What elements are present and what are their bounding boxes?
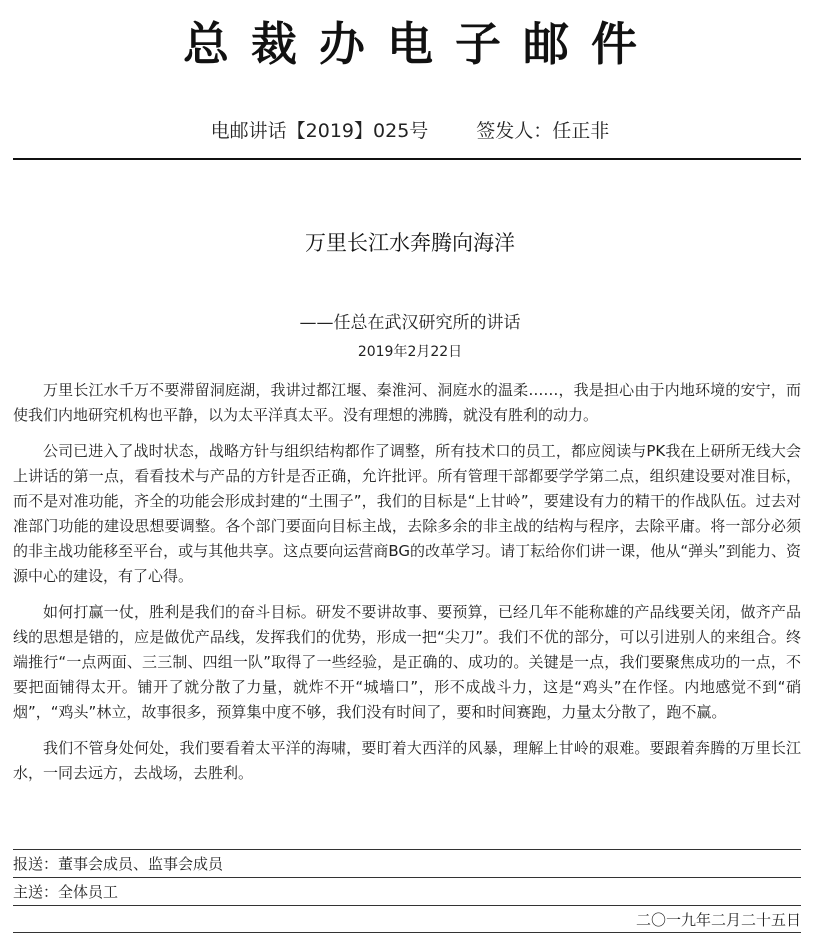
document-signer: 签发人：任正非 — [476, 120, 610, 142]
article-title: 万里长江水奔腾向海洋 — [305, 231, 515, 255]
document-footer — [13, 849, 801, 933]
article-paragraph: 公司已进入了战时状态，战略方针与组织结构都作了调整，所有技术口的员工，都应阅读与PK我在上研所无线大会上讲话的第一点，看看技术与产品的方针是否正确，允许批评。所有管理干部都要学学第二点，组织建设要对准目标，而不是对准功能，齐全的功能会形成封建的“土围子”，我们的目标是“上甘岭”，要建设有力的精干的作战队伍。过去对准部门功能的建设思想要调整。各个部门要面向目标主战，去除多余的非主战的结构与程序，去除平庸。将一部分必须的非主战功能移至平台，或与其他共享。这点要向运营商BG的改革学习。请丁耘给你们讲一课，他从“弹头”到能力、资源中心的建设，有了心得。 — [13, 442, 801, 585]
article-subtitle: ——任总在武汉研究所的讲话 — [299, 313, 521, 333]
article-paragraph: 我们不管身处何处，我们要看着太平洋的海啸，要盯着大西洋的风暴，理解上甘岭的艰难。要跟着奔腾的万里长江水，一同去远方，去战场，去胜利。 — [13, 739, 801, 782]
document-meta — [0, 116, 820, 146]
article-paragraph: 如何打赢一仗，胜利是我们的奋斗目标。研发不要讲故事、要预算，已经几年不能称雄的产品线要关闭，做齐产品线的思想是错的，应是做优产品线，发挥我们的优势，形成一把“尖刀”。我们不优的部分，可以引进别人的来组合。终端推行“一点两面、三三制、四组一队”取得了一些经验，是正确的、成功的。关键是一点，我们要聚焦成功的一点，不要把面铺得太开。铺开了就分散了力量，就炸不开“城墙口”，形不成战斗力，这是“鸡头”在作怪。内地感觉不到“硝烟”，“鸡头”林立，故事很多，预算集中度不够，我们没有时间了，要和时间赛跑，力量太分散了，跑不赢。 — [13, 603, 801, 721]
header-divider — [13, 158, 801, 160]
report-to-line: 报送：董事会成员、监事会成员 — [13, 849, 801, 877]
document-header-title: 总裁办电子邮件 — [183, 17, 659, 71]
article-date: 2019年2月22日 — [357, 344, 463, 360]
article-paragraph: 万里长江水千万不要滞留洞庭湖，我讲过都江堰、秦淮河、洞庭水的温柔……，我是担心由于内地环境的安宁，而使我们内地研究机构也平静，以为太平洋真太平。没有理想的沸腾，就没有胜利的动力。 — [13, 381, 801, 424]
issue-date: 二〇一九年二月二十五日 — [13, 905, 801, 933]
document-number: 电邮讲话【2019】025号 — [210, 120, 429, 142]
send-to-line: 主送：全体员工 — [13, 877, 801, 905]
article-body — [13, 378, 801, 797]
